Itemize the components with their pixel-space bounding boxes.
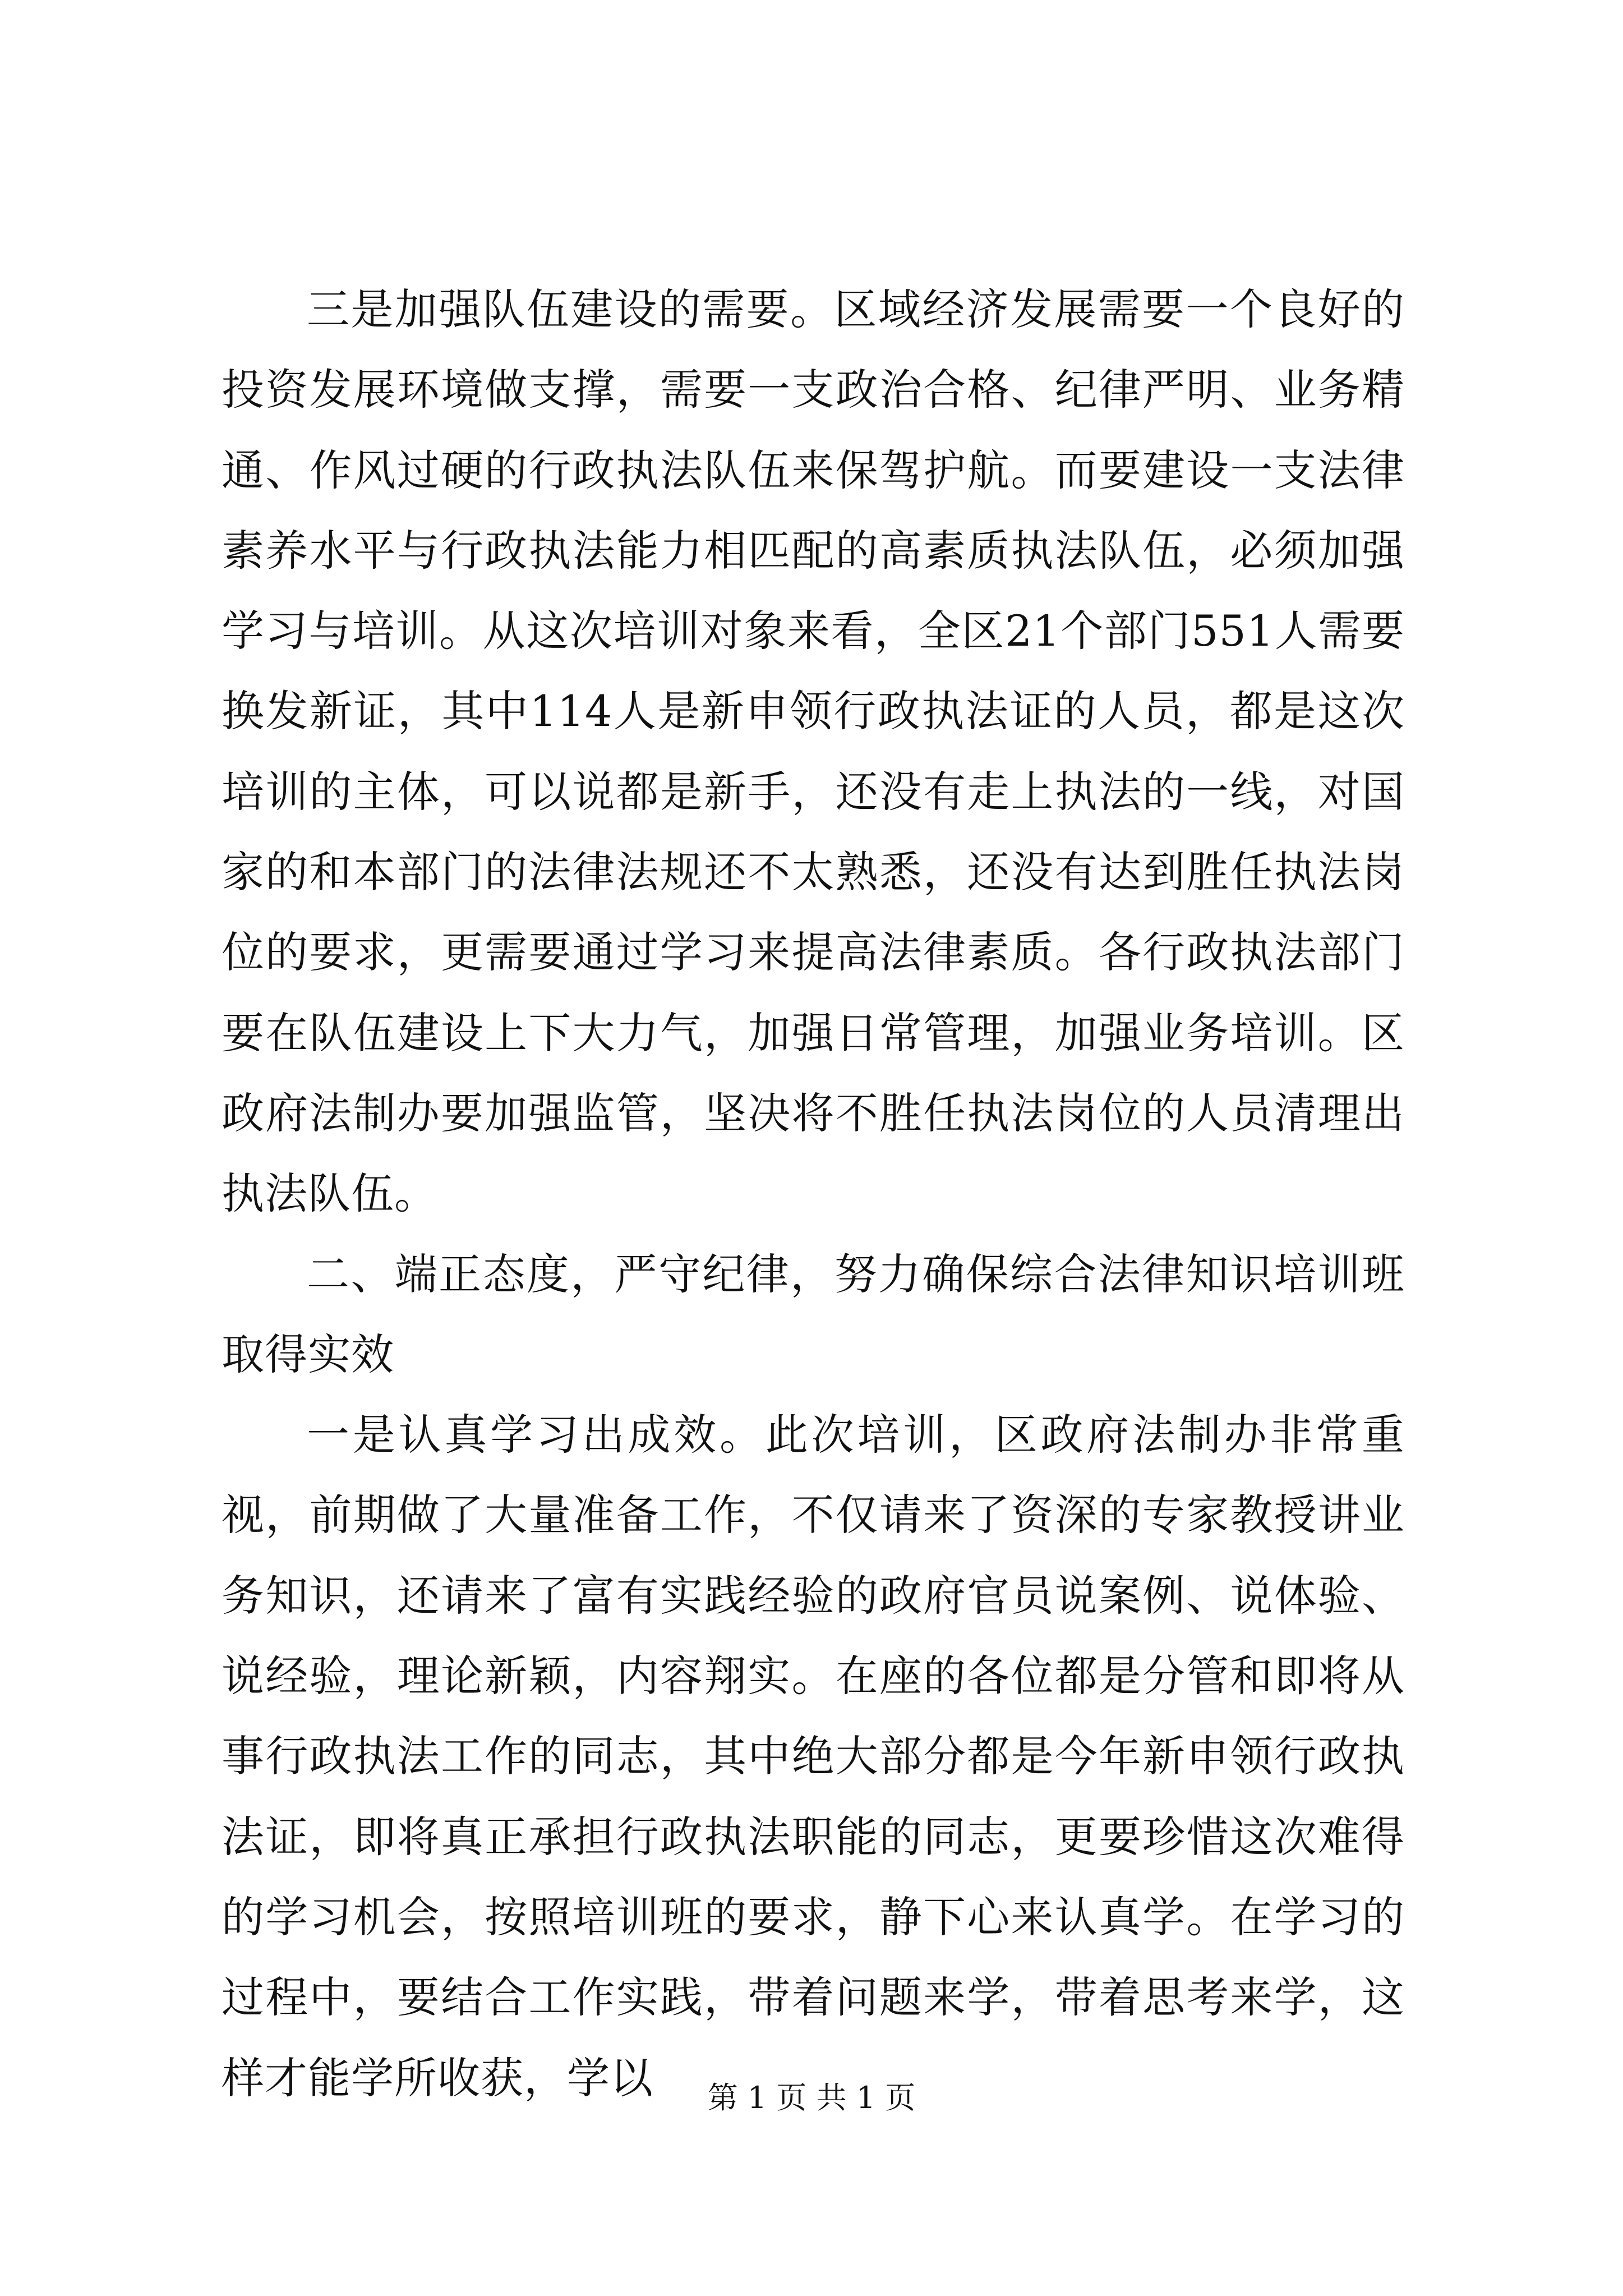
paragraph-study-results: 一是认真学习出成效。此次培训，区政府法制办非常重视，前期做了大量准备工作，不仅请来了资深的专家教授讲业务知识，还请来了富有实践经验的政府官员说案例、说体验、说经验，理论新颖，内容翔实。在座的各位都是分管和即将从事行政执法工作的同志，其中绝大部分都是今年新申领行政执法证，即将真正承担行政执法职能的同志，更要珍惜这次难得的学习机会，按照培训班的要求，静下心来认真学。在学习的过程中，要结合工作实践，带着问题来学，带着思考来学，这样才能学所收获，学以 <box>222 1410 1405 2103</box>
document-body <box>222 269 1405 2118</box>
paragraph-team-building: 三是加强队伍建设的需要。区域经济发展需要一个良好的投资发展环境做支撑，需要一支政治合格、纪律严明、业务精通、作风过硬的行政执法队伍来保驾护航。而要建设一支法律素养水平与行政执法能力相匹配的高素质执法队伍，必须加强学习与培训。从这次培训对象来看，全区21个部门551人需要换发新证，其中114人是新申领行政执法证的人员，都是这次培训的主体，可以说都是新手，还没有走上执法的一线，对国家的和本部门的法律法规还不太熟悉，还没有达到胜任执法岗位的要求，更需要通过学习来提高法律素质。各行政执法部门要在队伍建设上下大力气，加强日常管理，加强业务培训。区政府法制办要加强监管，坚决将不胜任执法岗位的人员清理出执法队伍。 <box>222 284 1405 1219</box>
page-footer: 第 1 页 共 1 页 <box>707 2080 916 2115</box>
section-heading-attitude-discipline: 二、端正态度，严守纪律，努力确保综合法律知识培训班取得实效 <box>222 1249 1405 1379</box>
